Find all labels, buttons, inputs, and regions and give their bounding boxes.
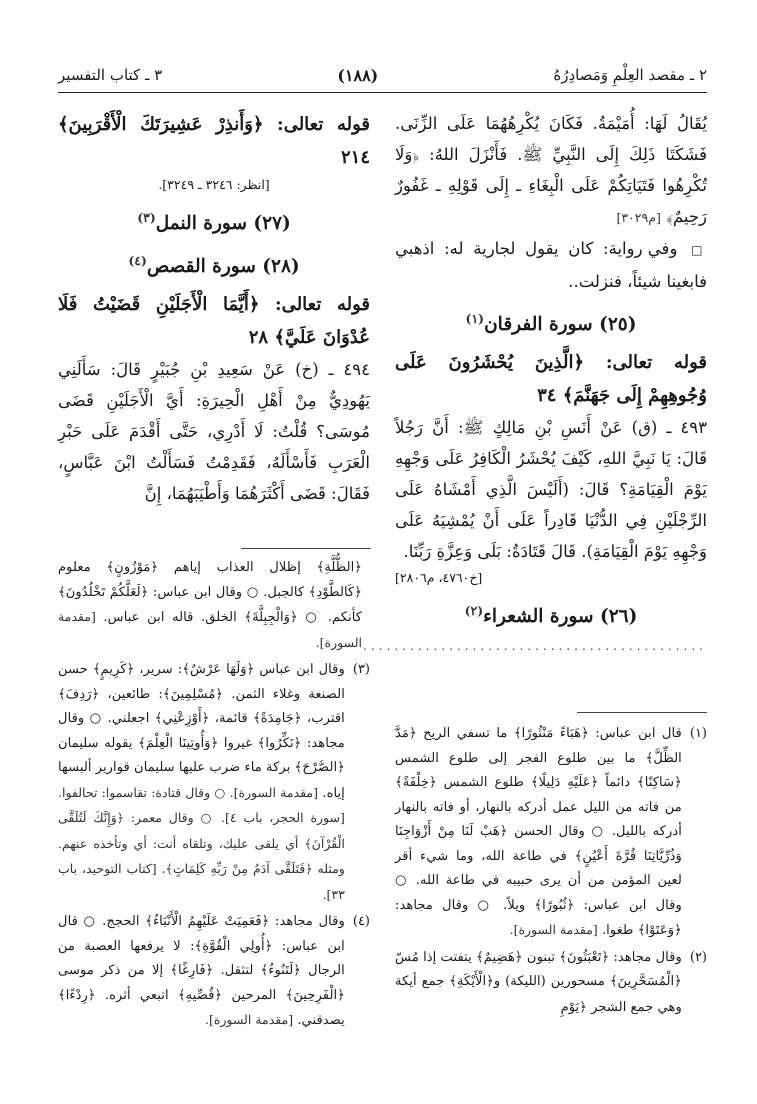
footnote-number: (٣): [352, 662, 370, 677]
verse-heading: قوله تعالى: ﴿الَّذِينَ يُحْشَرُونَ عَلَى وُجُوهِهِمْ إِلَى جَهَنَّمَ﴾ ٣٤: [395, 352, 707, 407]
footnote-marker: (١): [465, 311, 485, 326]
footnote: [58, 556, 370, 656]
hadith-reference: [م٣٠٢٩]: [616, 210, 661, 225]
footnote-reference: [مقدمة السورة].: [509, 922, 598, 937]
footnote-marker: (٣): [137, 210, 156, 225]
footnote-separator: [241, 548, 371, 549]
surah-heading: (٢٥) سورة الفرقان$^{(١)}$: [465, 311, 637, 336]
footnote-reference: [مقدمة السورة].: [58, 609, 362, 650]
footnote-number: (١): [689, 726, 707, 741]
hadith-text: ٤٩٤ ـ (خ) عَنْ سَعِيدِ بْنِ جُبَيْرٍ قَالَ: سَأَلَنِي يَهُودِيٌّ مِنْ أَهْلِ الْحِيرَةِ: أَيَّ الْأَجَلَيْنِ قَضَى مُوسَى؟ قُلْتُ: لَا أَدْرِي، حَتَّى أَقْدَمَ عَلَى حَبْرِ الْعَرَبِ فَأَسْأَلَهُ، فَقَدِمْتُ فَسَأَلْتُ ابْنَ عَبَّاسٍ، فَقَالَ: قَضَى أَكْثَرَهُمَا وَأَطْيَبَهُمَا، إِنَّ: [58, 360, 370, 504]
surah-heading: (٢٦) سورة الشعراء$^{(٢)}$: [464, 603, 638, 628]
page-number: (١٨٨): [337, 65, 379, 85]
footnote-text: وقال مجاهد: ﴿تَعْبَثُونَ﴾ تبنون ﴿هَضِيمٌ﴾ يتفتت إذا مُسّ ﴿الْمُسَحَّرِينَ﴾ مسحورين (الليكة) و﴿الْأَيْكَةِ﴾ جمع أيكة وهي جمع الشجر ﴿يَوْمِ: [395, 949, 682, 1015]
footnote-marker: (٤): [128, 253, 147, 269]
continuation-dots: ............................................: [363, 639, 707, 654]
verse-heading: قوله تعالى: ﴿أَيَّمَا الْأَجَلَيْنِ قَضَيْتُ فَلَا عُدْوَانَ عَلَيَّ﴾ ٢٨: [58, 294, 370, 349]
footnotes-left: [58, 556, 370, 1036]
footnote: [58, 658, 370, 908]
hadith-reference: [خ٤٧٦٠، م٢٨٠٦]: [395, 570, 483, 586]
footnote-separator: [577, 712, 707, 713]
footnote-text: وقال مجاهد: ﴿فَعَمِيَتْ عَلَيْهِمُ الْأَنْبَاءُ﴾ الحجج. ○ قال ابن عباس: ﴿أُولِي الْقُوَّةِ﴾: لا يرفعها العصبة من الرجال ﴿لَتَنُوءُ﴾ لتثقل. ﴿فَارِغًا﴾ إلا من ذكر موسى ﴿الْفَرِحِينَ﴾ المرحين ﴿قُصِّيهِ﴾ اتبعي أثره. ﴿رِدْءًا﴾ يصدقني.: [58, 914, 345, 1028]
hadith-text: ٤٩٣ ـ (ق) عَنْ أَنَسِ بْنِ مَالِكٍ ﷺ: أَنَّ رَجُلاً قَالَ: يَا نَبِيَّ اللهِ، كَيْفَ يُحْشَرُ الْكَافِرُ عَلَى وَجْهِهِ يَوْمَ الْقِيَامَةِ؟ قَالَ: (أَلَيْسَ الَّذِي أَمْشَاهُ عَلَى الرِّجْلَيْنِ فِي الدُّنْيَا قَادِراً عَلَى أَنْ يُمْشِيَهُ عَلَى وَجْهِهِ يَوْمَ الْقِيَامَةِ). قَالَ قَتَادَةُ: بَلَى وَعِزَّةِ رَبِّنَا.: [395, 418, 707, 562]
footnote-text: قال ابن عباس: ﴿هَبَاءً مَنْثُورًا﴾ ما تسفي الريح ﴿مَدَّ الظِّلَّ﴾ ما بين طلوع الفجر إلى طلوع الشمس ﴿سَاكِنًا﴾ دائماً ﴿عَلَيْهِ دَلِيلًا﴾ طلوع الشمس ﴿خِلْفَةً﴾ من فاته من الليل عمل أدركه بالنهار، أو فاته بالنهار أدركه بالليل. ○ وقال الحسن ﴿هَبْ لَنَا مِنْ أَزْوَاجِنَا وَذُرِّيَّاتِنَا قُرَّةَ أَعْيُنٍ﴾ في طاعة الله، وما شيء أقر لعين المؤمن من أن يرى حبيبه في طاعة الله. ○ وقال ابن عباس: ﴿ثُبُورًا﴾ ويلاً. ○ وقال مجاهد: ﴿وَعَتَوْا﴾ طغوا.: [395, 726, 682, 938]
left-column: [58, 108, 370, 509]
footnotes-right: [395, 722, 707, 1022]
cross-reference: [انظر: ٣٢٤٦ ـ ٣٢٤٩].: [158, 177, 270, 192]
footnote-text: ﴿الظُّلَّةِ﴾ إظلال العذاب إياهم ﴿مَوْزُونٍ﴾ معلوم ﴿كَالطَّوْدِ﴾ كالجبل. ○ وقال ابن عباس: ﴿لَعَلَّكُمْ تَخْلُدُونَ﴾ كأنكم. ○ ﴿وَالْجِبِلَّةَ﴾ الخلق. قاله ابن عباس.: [58, 560, 362, 625]
text-paragraph: □ وفي رواية: كان يقول لجارية له: اذهبي فابغينا شيئاً، فنزلت..: [395, 239, 708, 291]
verse-heading: قوله تعالى: ﴿وَأَنذِرْ عَشِيرَتَكَ الْأَقْرَبِينَ﴾ ٢١٤: [58, 114, 370, 168]
footnote: [395, 722, 707, 944]
header-chapter-title: ٢ ـ مقصد العِلْمِ وَمَصادِرُهُ: [553, 66, 707, 84]
footnote-number: (٢): [689, 949, 707, 965]
footnote-reference: [مقدمة السورة].: [205, 1012, 294, 1027]
footnote: [58, 910, 370, 1034]
text-paragraph: يُقَالُ لَهَا: أُمَيْمَةُ. فَكَانَ يُكْرِهُهُمَا عَلَى الزِّنَى. فَشَكَتَا ذَلِكَ إِلَى النَّبِيِّ ﷺ. فَأَنْزَلَ اللهُ: ﴿وَلَا تُكْرِهُوا فَتَيَاتِكُمْ عَلَى الْبِغَاءِ ـ إِلَى قَوْلِهِ ـ غَفُورٌ رَحِيمٌ﴾ [م٣٠٢٩]: [395, 114, 707, 226]
footnote-reference: [مقدمة السورة]. ○ وقال قتادة: تقاسموا: تحالفوا. [سورة الحجر، باب ٤]. ○ وقال معمر: ﴿وَإِنَّكَ لَتُلَقَّى الْقُرْآنَ﴾ أي يلقى عليك، وتلقاه أنت: أي وتأخذه عنهم. ومثله ﴿فَتَلَقَّى آدَمُ مِنْ رَبِّهِ كَلِمَاتٍ﴾. [كتاب التوحيد، باب ٣٣].: [58, 784, 345, 902]
header-book-title: ٣ ـ كتاب التفسير: [58, 66, 163, 84]
footnote-number: (٤): [352, 914, 370, 929]
footnote: [395, 946, 707, 1021]
footnote-marker: (٢): [464, 603, 484, 619]
right-column: [363, 108, 708, 654]
surah-heading: (٢٧) سورة النمل$^{(٣)}$: [137, 210, 291, 235]
page-header: [58, 58, 707, 93]
bullet-icon: □: [691, 243, 708, 257]
surah-heading: (٢٨) سورة القصص$^{(٤)}$: [128, 253, 300, 278]
footnote-text: وقال ابن عباس ﴿وَلَهَا عَرْشٌ﴾: سرير، ﴿كَرِيمٍ﴾ حسن الصنعة وغلاء الثمن. ﴿مُسْلِمِينَ﴾: طائعين، ﴿رَدِفَ﴾ اقترب، ﴿جَامِدَةً﴾ قائمة، ﴿أَوْزِعْنِي﴾ اجعلني. ○ وقال مجاهد: ﴿نَكِّرُوا﴾ غيروا ﴿وَأُوتِينَا الْعِلْمَ﴾ يقوله سليمان ﴿الصَّرْحَ﴾ بركة ماء ضرب عليها سليمان قوارير ألبسها إياه.: [58, 662, 345, 801]
